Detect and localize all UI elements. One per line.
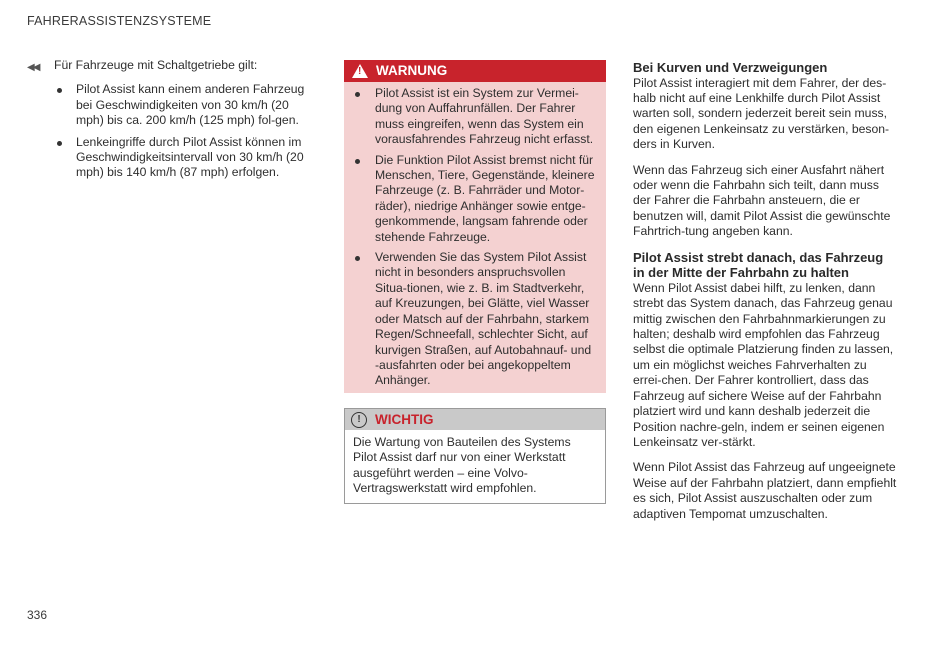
back-arrow-icon[interactable]: ◀◀ — [27, 62, 39, 73]
warning-header — [344, 60, 606, 82]
section-heading: Pilot Assist strebt danach, das Fahrzeug in der Mitte der Fahrbahn zu halten — [633, 249, 884, 281]
warning-box — [344, 60, 606, 393]
left-column — [27, 58, 317, 187]
important-title: WICHTIG — [375, 411, 434, 427]
warning-triangle-icon: ! — [352, 64, 368, 78]
list-item: Lenkeingriffe durch Pilot Assist können im Geschwindigkeitsintervall von 30 km/h (20 mph) bis 140 km/h (87 mph) erfolgen. — [54, 135, 317, 181]
right-column — [633, 60, 898, 532]
paragraph: Wenn das Fahrzeug sich einer Ausfahrt nähert oder wenn die Fahrbahn sich teilt, dann muss der Fahrer die Fahrbahn ansteuern, die er benutzen will, damit Pilot Assist die gewünschte Fahrtrich-tung angeben kann. — [633, 162, 891, 239]
intro-text: Für Fahrzeuge mit Schaltgetriebe gilt: — [54, 58, 258, 72]
warning-title: WARNUNG — [376, 63, 448, 79]
important-box — [344, 408, 606, 504]
paragraph: Wenn Pilot Assist dabei hilft, zu lenken, dann strebt das System danach, das Fahrzeug genau mittig zwischen den Fahrbahnmarkierungen zu halten; deshalb wird empfohlen das Fahrzeug selbst die optimale Platzierung finden zu lassen, um ein möglichst weiches Fahrverhalten zu errei-chen. Der Fahrer kontrolliert, dass das Fahrzeug auf sichere Weise auf der Fahrbahn platziert wird und kann deshalb jederzeit die Position nachre-geln, indem er seinen eigenen Lenkeinsatz ver-stärkt. — [633, 280, 894, 449]
warning-body — [344, 82, 606, 389]
important-header — [345, 409, 605, 430]
list-item: Pilot Assist ist ein System zur Vermei-dung von Auffahrunfällen. Der Fahrer muss eingreifen, wenn das System ein vorausfahrendes Fahrzeug nicht erfasst. — [352, 86, 598, 148]
section-heading: Bei Kurven und Verzweigungen — [633, 60, 828, 75]
bullet-list — [54, 82, 317, 180]
list-item: Die Funktion Pilot Assist bremst nicht für Menschen, Tiere, Gegenstände, kleinere Fahrzeuge (z. B. Fahrräder und Motor-räder), niedrige Anhänger sowie entge-genkommende, langsam fahrende oder stehende Fahrzeuge. — [352, 153, 598, 245]
paragraph: Pilot Assist interagiert mit dem Fahrer, der des-halb nicht auf eine Lenkhilfe durch Pilot Assist warten soll, sondern jederzeit bereit sein muss, den eigenen Lenkeinsatz zu verstärken, beson-ders in Kurven. — [633, 75, 890, 152]
list-item: Verwenden Sie das System Pilot Assist nicht in besonders anspruchsvollen Situa-tionen, wie z. B. im Stadtverkehr, auf Kreuzungen, bei Glätte, viel Wasser oder Matsch auf der Fahrbahn, starkem Regen/Schneefall, schlechter Sicht, auf kurvigen Straßen, auf Autobahnauf- und -ausfahrten oder bei angekoppeltem Anhänger. — [352, 250, 598, 389]
page-header: FAHRERASSISTENZSYSTEME — [27, 14, 212, 28]
page-number: 336 — [27, 608, 48, 622]
important-text: Die Wartung von Bauteilen des Systems Pilot Assist darf nur von einer Werkstatt ausgeführt werden – eine Volvo-Vertragswerkstatt wird empfohlen. — [353, 435, 571, 496]
paragraph: Wenn Pilot Assist das Fahrzeug auf ungeeignete Weise auf der Fahrbahn platziert, dann empfiehlt es sich, Pilot Assist auszuschalten oder zum adaptiven Tempomat umzuschalten. — [633, 460, 897, 521]
exclamation-circle-icon: ! — [351, 412, 367, 428]
list-item: Pilot Assist kann einem anderen Fahrzeug bei Geschwindigkeiten von 30 km/h (20 mph) bis ca. 200 km/h (125 mph) fol-gen. — [54, 82, 317, 128]
